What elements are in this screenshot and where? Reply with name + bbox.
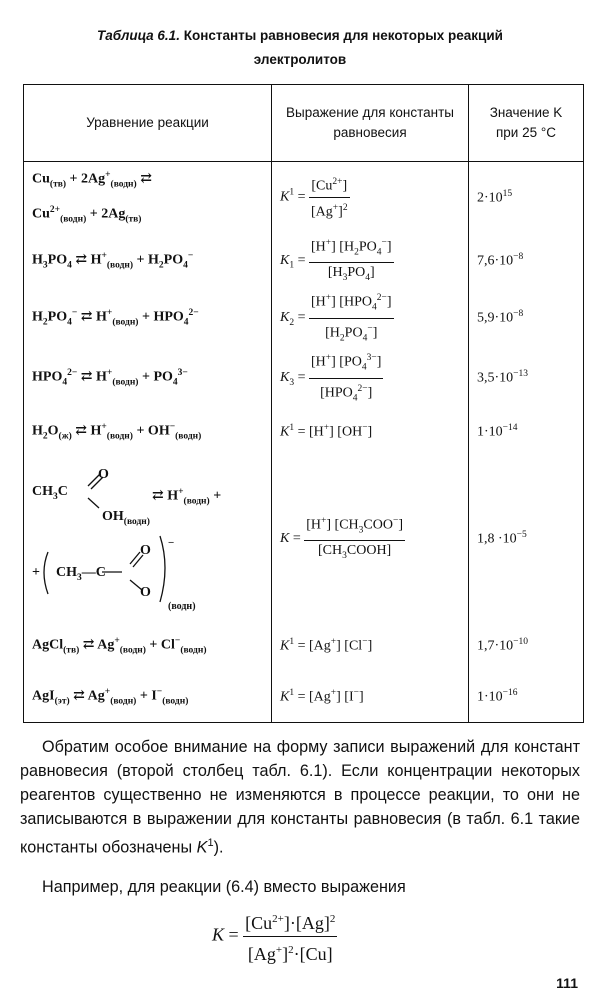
expression-fraction: $\frac{[H^+] [H_2PO_4^-]}{[H_3PO_4]}$ — [309, 233, 394, 288]
constant-value: $1,7\cdot 10^{-10}$ — [469, 621, 584, 671]
equilibrium-formula: K = $\frac{[Cu^{2+}]\cdot[Ag]^2}{[Ag^+]^2\cdot[Cu]}$ — [212, 906, 337, 967]
constant-value: $2\cdot 10^{15}$ — [469, 162, 584, 233]
constant-value: $5,9\cdot 10^{-8}$ — [469, 288, 584, 348]
constant-expression: $K^1 = [Ag^+]$ [I−] — [272, 671, 469, 723]
constant-value: $1,8 \cdot 10^{-5}$ — [469, 456, 584, 621]
table-row — [24, 288, 584, 348]
equilibrium-arrow: ⇄ — [140, 171, 152, 187]
expression-fraction: $\frac{[H^+] [HPO_4^{2-}]}{[H_2PO_4^-]}$ — [309, 288, 394, 348]
equilibrium-arrow: ⇄ — [82, 637, 95, 653]
caption-text-line1: Константы равновесия для некоторых реакций — [183, 28, 503, 43]
equilibrium-arrow: ⇄ — [75, 423, 87, 439]
reaction-equation: $H_2O_{(ж)}$ ⇄ $H^+_{(водн)} + OH^-_{(водн)}$ — [24, 408, 272, 456]
header-constant-value: Значение K при 25 °С — [469, 85, 584, 162]
equilibrium-arrow: ⇄ — [80, 369, 93, 385]
constant-expression: $K_1$ = $\frac{[H^+] [H_2PO_4^-]}{[H_3PO_4]}$ — [272, 233, 469, 288]
page-number: 111 — [556, 975, 578, 991]
table-header-row — [24, 85, 584, 162]
reaction-equation: AgCl$_{(тв)}$ ⇄ $Ag^+_{(водн)} + Cl^-_{(водн)}$ — [24, 621, 272, 671]
equilibrium-arrow: ⇄ — [73, 688, 85, 704]
reaction-equation: AgI$_{(эт)}$ ⇄ $Ag^+_{(водн)} + I^-_{(водн)}$ — [24, 671, 272, 723]
constant-expression: $K^1$ = $\frac{[Cu^{2+}]}{[Ag^+]^2}$ — [272, 162, 469, 233]
reaction-equation: $H_2PO_4^-$ ⇄ $H^+_{(водн)} + HPO_4^{2-}$ — [24, 288, 272, 348]
formula-fraction: $\frac{[Cu^{2+}]\cdot[Ag]^2}{[Ag^+]^2\cdot[Cu]}$ — [243, 906, 337, 967]
reaction-equation — [24, 456, 272, 621]
table-row — [24, 621, 584, 671]
table-row — [24, 233, 584, 288]
header-reaction-equation: Уравнение реакции — [24, 85, 272, 162]
body-paragraph-2: Например, для реакции (6.4) вместо выражения — [42, 878, 406, 896]
expression-fraction: $\frac{[H^+] [PO_4^{3-}]}{[HPO_4^{2-}]}$ — [309, 348, 383, 408]
expression-fraction: $\frac{[H^+] [CH_3COO^-]}{[CH_3COOH]}$ — [304, 511, 405, 566]
constant-expression: $K_2$ = $\frac{[H^+] [HPO_4^{2-}]}{[H_2PO_4^-]}$ — [272, 288, 469, 348]
equilibrium-arrow: ⇄ — [152, 488, 164, 504]
constant-expression: $K_3$ = $\frac{[H^+] [PO_4^{3-}]}{[HPO_4^{2-}]}$ — [272, 348, 469, 408]
caption-label: Таблица 6.1. — [97, 28, 180, 43]
table-row — [24, 348, 584, 408]
header-constant-expression: Выражение для константы равновесия — [272, 85, 469, 162]
table-caption — [20, 24, 580, 72]
table-row — [24, 671, 584, 723]
constant-value: $1\cdot 10^{-14}$ — [469, 408, 584, 456]
reaction-equation: $H_3PO_4$ ⇄ $H^+_{(водн)} + H_2PO_4^-$ — [24, 233, 272, 288]
reaction-equation: $HPO_4^{2-}$ ⇄ $H^+_{(водн)} + PO_4^{3-}$ — [24, 348, 272, 408]
acetic-acid-structure: O $CH_3C$ $OH_{(водн)}$ ⇄ $H^+_{(водн)}$ + + $CH_3—C$ O O − (водн) — [32, 452, 264, 612]
table-row — [24, 408, 584, 456]
equilibrium-constants-table — [23, 84, 584, 723]
body-paragraph-1: Обратим особое внимание на форму записи выражений для констант равновесия (второй столбец табл. 6.1). Если концентрации некоторых реагентов существенно не изменяются в процессе реакции, то они не записываются в выражении для константы равновесия (в табл. 6.1 такие константы обозначены $K^1$). — [20, 738, 580, 857]
equilibrium-arrow: ⇄ — [75, 252, 88, 268]
caption-text-line2: электролитов — [253, 52, 347, 67]
constant-expression: K = $\frac{[H^+] [CH_3COO^-]}{[CH_3COOH]}$ — [272, 456, 469, 621]
constant-expression: $K^1 = [Ag^+]$ [Cl−] — [272, 621, 469, 671]
equilibrium-arrow: ⇄ — [80, 310, 93, 326]
table-row — [24, 456, 584, 621]
constant-value: $7,6\cdot 10^{-8}$ — [469, 233, 584, 288]
reaction-equation: $Cu_{(тв)} + 2Ag^+_{(водн)}$ ⇄ $Cu^{2+}_{(водн)} + 2Ag_{(тв)}$ — [24, 162, 272, 233]
expression-fraction: $\frac{[Cu^{2+}]}{[Ag^+]^2}$ — [309, 172, 350, 222]
constant-expression: $K^1 = [H^+]$ [OH−] — [272, 408, 469, 456]
constant-value: $3,5\cdot 10^{-13}$ — [469, 348, 584, 408]
constant-value: $1\cdot 10^{-16}$ — [469, 671, 584, 723]
table-row — [24, 162, 584, 233]
